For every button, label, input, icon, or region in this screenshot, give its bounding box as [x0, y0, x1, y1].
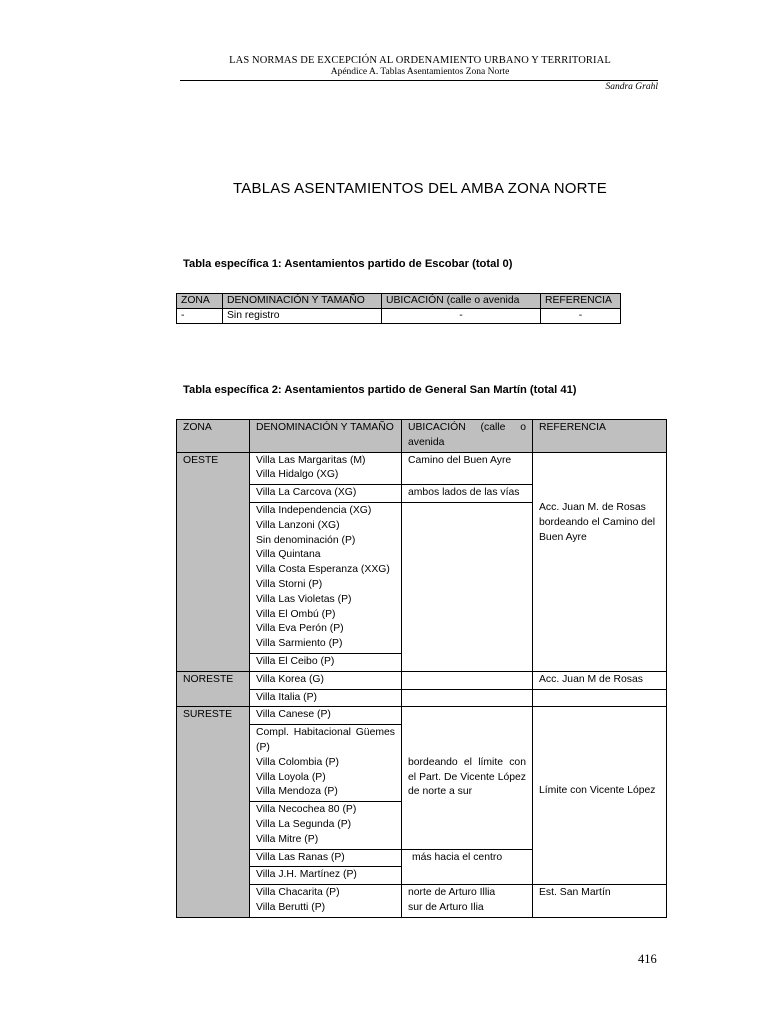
cell-ubicacion: Camino del Buen Ayre — [402, 452, 533, 485]
settlement-name: Villa Lanzoni (XG) — [256, 519, 340, 531]
cell-denominacion — [250, 725, 402, 802]
cell-denominacion — [250, 707, 402, 725]
cell-ubicacion: - — [382, 309, 541, 324]
page-number: 416 — [638, 952, 657, 966]
settlement-name: Villa Independencia (XG) — [256, 504, 372, 516]
settlement-name: Villa El Ombú (P) — [256, 608, 336, 620]
running-header-title: LAS NORMAS DE EXCEPCIÓN AL ORDENAMIENTO URBANO Y TERRITORIAL — [229, 55, 611, 66]
cell-referencia: Est. San Martín — [533, 885, 667, 918]
table-header-row — [177, 420, 667, 453]
settlement-name: Villa Necochea 80 (P) — [256, 804, 357, 816]
settlement-name: Villa Loyola (P) — [256, 771, 326, 783]
settlement-name: Villa Korea (G) — [256, 673, 324, 685]
table-row — [177, 671, 667, 689]
cell-ubicacion — [402, 707, 533, 849]
table2-caption: Tabla específica 2: Asentamientos partido de General San Martín (total 41) — [183, 384, 577, 396]
cell-denominacion — [250, 867, 402, 885]
referencia-oeste: Acc. Juan M. de Rosas bordeando el Camino del Buen Ayre — [539, 502, 656, 544]
cell-referencia: - — [541, 309, 621, 324]
table-row — [177, 689, 667, 707]
header-ubicacion: UBICACIÓN (calle o avenida — [402, 420, 533, 453]
table-row — [177, 885, 667, 918]
settlement-name: Villa Berutti (P) — [256, 901, 326, 913]
table-header-row — [177, 294, 621, 309]
table-row — [177, 452, 667, 485]
settlement-name: Sin denominación (P) — [256, 534, 356, 546]
cell-ubicacion: más hacia el centro — [402, 849, 533, 885]
cell-ubicacion — [402, 885, 533, 918]
cell-denominacion — [250, 671, 402, 689]
cell-denominacion — [250, 802, 402, 849]
ubicacion-line: sur de Arturo Ilia — [408, 901, 484, 913]
cell-zona: - — [177, 309, 223, 324]
header-denominacion: DENOMINACIÓN Y TAMAÑO — [223, 294, 382, 309]
settlement-name: Villa Mitre (P) — [256, 833, 319, 845]
zona-sureste: SURESTE — [177, 707, 250, 917]
cell-referencia-empty — [533, 689, 667, 707]
settlement-name: Villa Costa Esperanza (XXG) — [256, 564, 390, 576]
zona-noreste: NORESTE — [177, 671, 250, 707]
header-referencia: REFERENCIA — [533, 420, 667, 453]
cell-ubicacion-empty — [402, 671, 533, 689]
settlement-name: Villa Mendoza (P) — [256, 786, 338, 798]
settlement-name: Villa Sarmiento (P) — [256, 638, 343, 650]
cell-ubicacion-empty — [402, 689, 533, 707]
header-zona: ZONA — [177, 420, 250, 453]
table-general-san-martin — [176, 419, 667, 918]
cell-denominacion — [250, 485, 402, 503]
cell-denominacion — [250, 689, 402, 707]
referencia-sureste: Límite con Vicente López — [539, 785, 656, 797]
cell-referencia: Acc. Juan M de Rosas — [533, 671, 667, 689]
settlement-name: Villa Colombia (P) — [256, 756, 339, 768]
table-row — [177, 309, 621, 324]
header-rule — [180, 80, 658, 81]
cell-denominacion — [250, 452, 402, 485]
settlement-name: Villa Italia (P) — [256, 691, 318, 703]
header-ubicacion: UBICACIÓN (calle o avenida — [382, 294, 541, 309]
settlement-name: Villa J.H. Martínez (P) — [256, 869, 357, 881]
running-header-subtitle: Apéndice A. Tablas Asentamientos Zona Norte — [330, 67, 510, 77]
cell-denominacion — [250, 653, 402, 671]
settlement-name: Villa Chacarita (P) — [256, 887, 340, 899]
zona-oeste: OESTE — [177, 452, 250, 671]
header-zona: ZONA — [177, 294, 223, 309]
settlement-name: Villa Las Margaritas (M) — [256, 454, 366, 466]
cell-denominacion — [250, 502, 402, 653]
settlement-name: Villa El Ceibo (P) — [256, 655, 335, 667]
table-row — [177, 502, 667, 653]
settlement-name: Villa Las Violetas (P) — [256, 593, 352, 605]
settlement-name: Villa Las Ranas (P) — [256, 851, 345, 863]
header-referencia: REFERENCIA — [541, 294, 621, 309]
ubicacion-sureste: bordeando el límite con el Part. De Vicente López de norte a sur — [408, 756, 526, 798]
settlement-name: Villa Quintana — [256, 549, 321, 561]
author-name: Sandra Grahl — [605, 82, 658, 92]
cell-referencia — [533, 502, 667, 671]
settlement-name: Compl. Habitacional Güemes (P) — [256, 727, 395, 753]
settlement-name: Villa Storni (P) — [256, 578, 323, 590]
cell-ubicacion-empty — [402, 502, 533, 671]
cell-referencia-empty — [533, 452, 667, 502]
table-row — [177, 707, 667, 725]
page-title: TABLAS ASENTAMIENTOS DEL AMBA ZONA NORTE — [233, 180, 607, 197]
cell-denominacion: Sin registro — [223, 309, 382, 324]
settlement-name: Villa La Segunda (P) — [256, 818, 352, 830]
cell-referencia — [533, 707, 667, 885]
cell-denominacion — [250, 885, 402, 918]
ubicacion-line: norte de Arturo Illia — [408, 887, 496, 899]
settlement-name: Villa Hidalgo (XG) — [256, 469, 339, 481]
table1-caption: Tabla específica 1: Asentamientos partido de Escobar (total 0) — [183, 258, 513, 270]
settlement-name: Villa La Carcova (XG) — [256, 487, 357, 499]
settlement-name: Villa Canese (P) — [256, 709, 331, 721]
cell-denominacion — [250, 849, 402, 867]
cell-ubicacion: ambos lados de las vías — [402, 485, 533, 503]
header-denominacion: DENOMINACIÓN Y TAMAÑO — [250, 420, 402, 453]
table-escobar — [176, 293, 621, 324]
settlement-name: Villa Eva Perón (P) — [256, 623, 344, 635]
